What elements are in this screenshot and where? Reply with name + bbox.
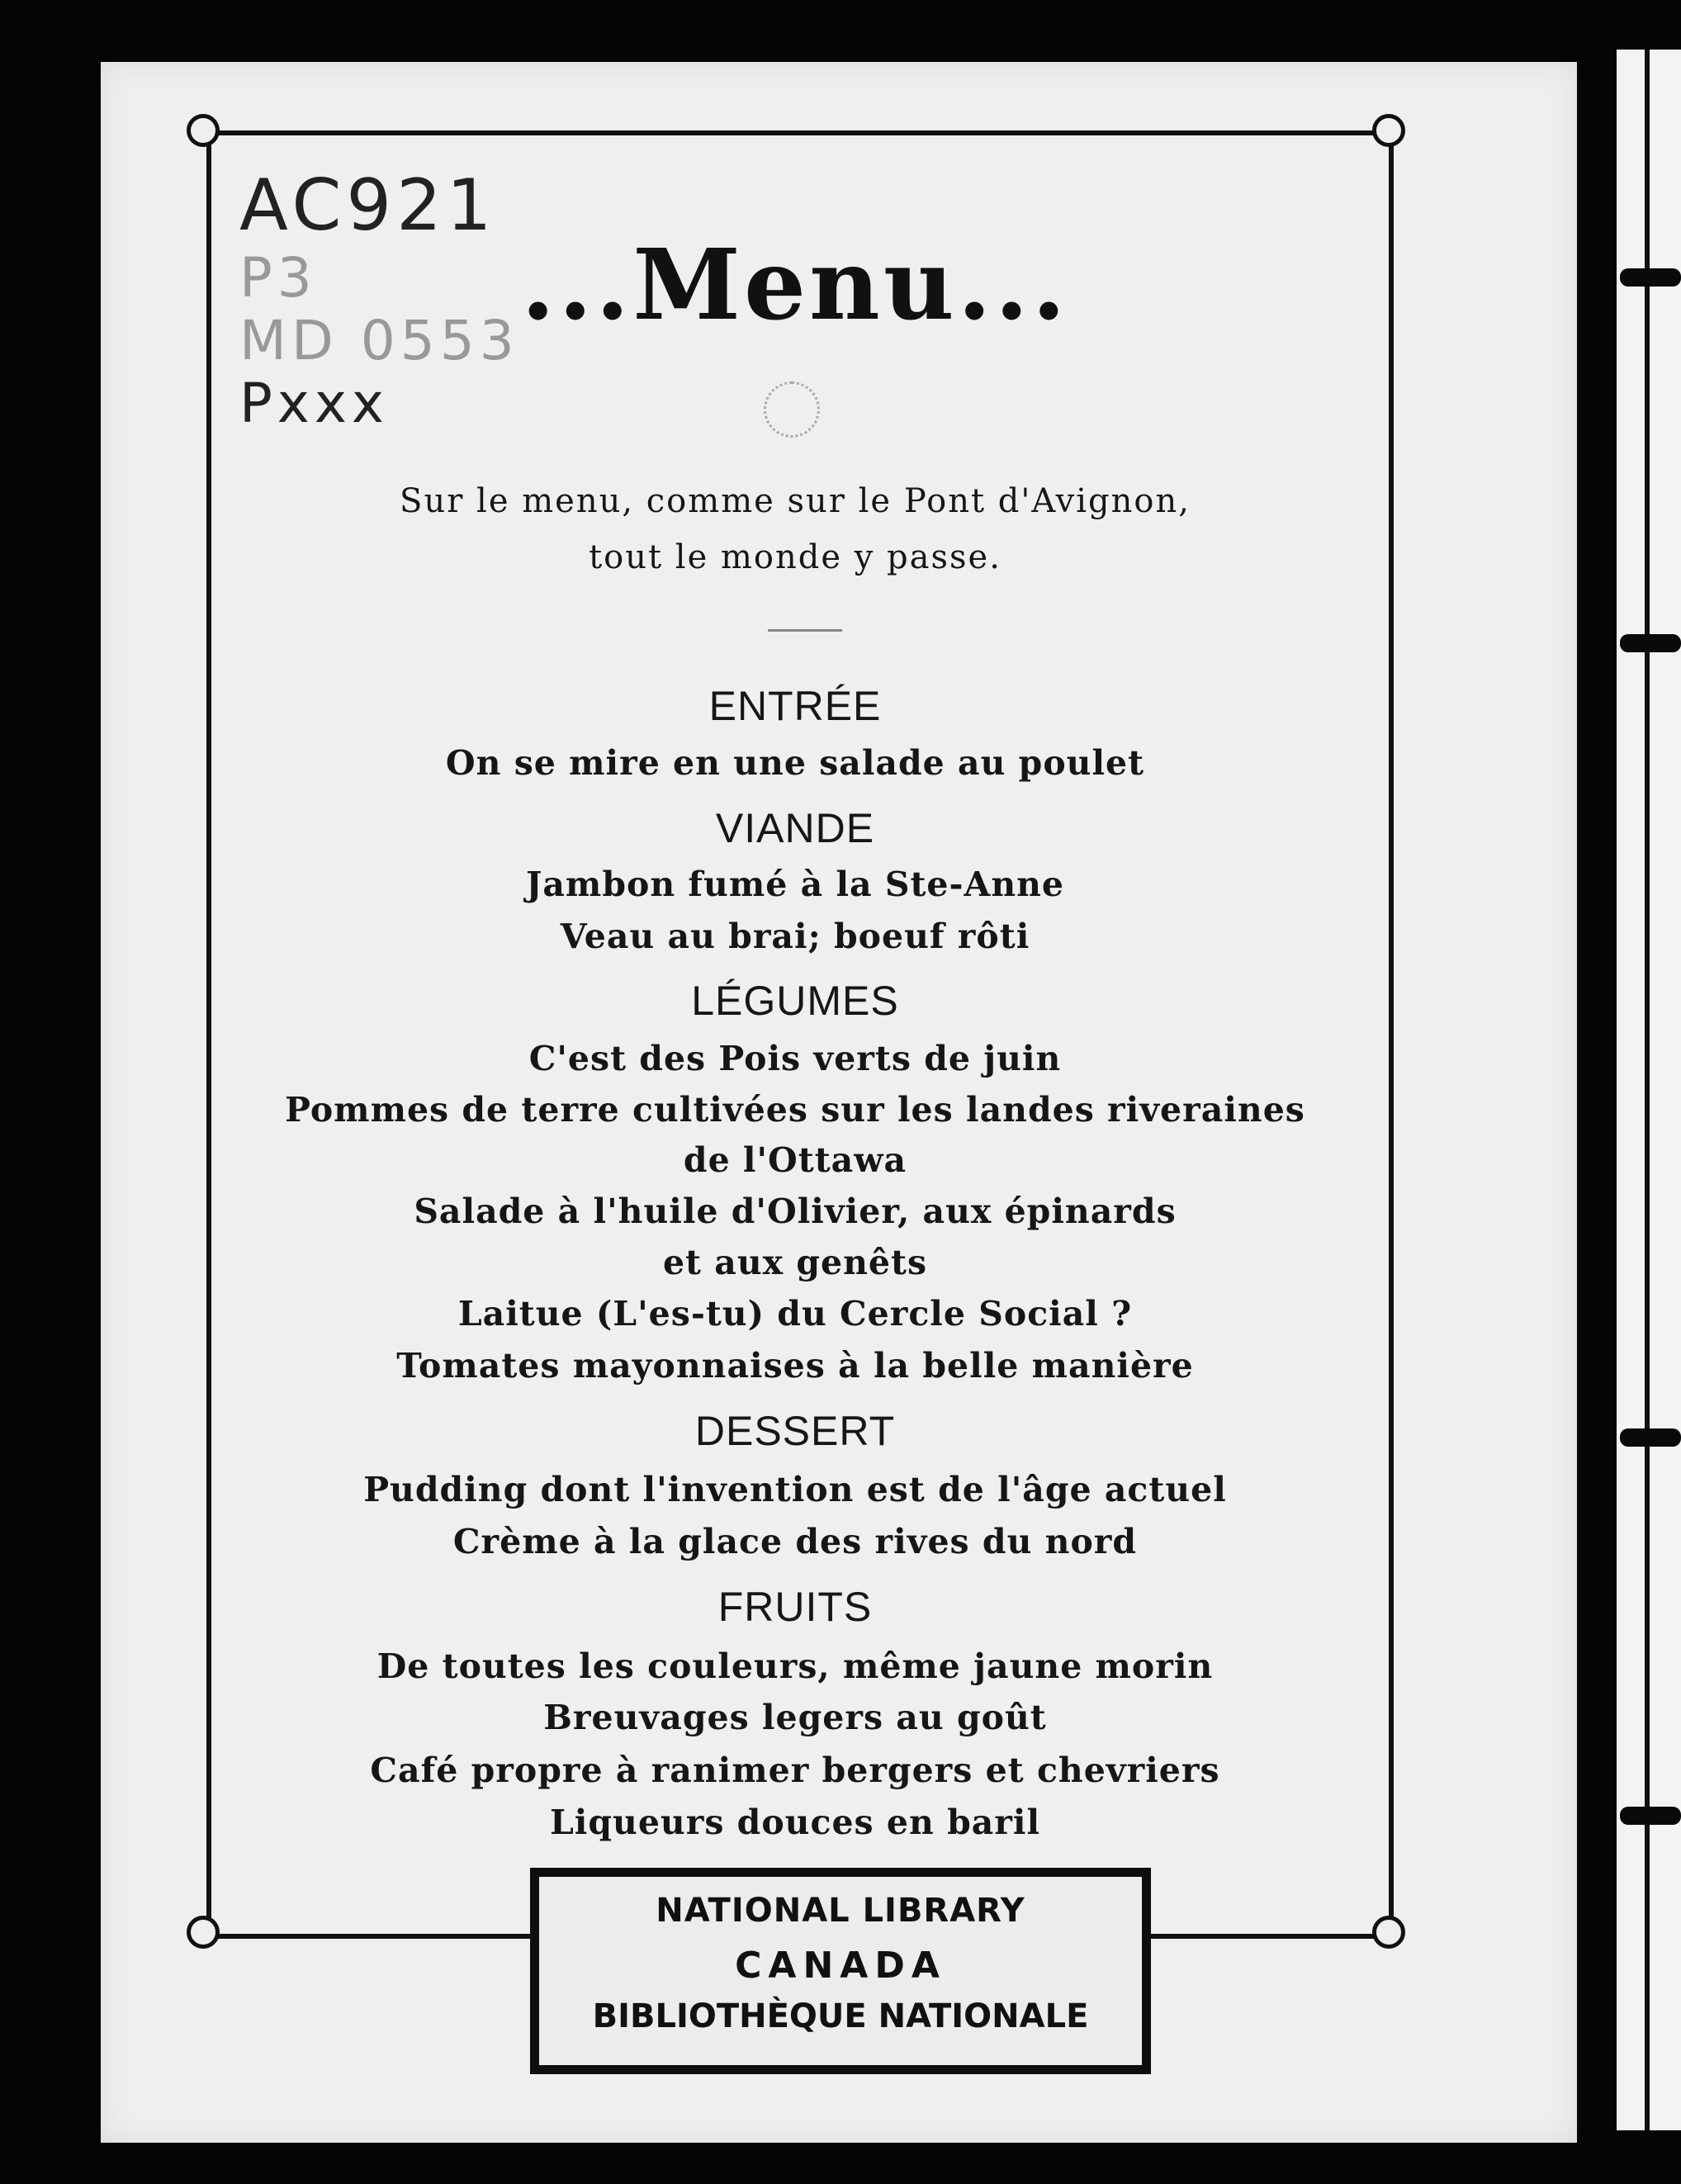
menu-item: Breuvages legers au goût [543, 1698, 1047, 1737]
section-heading-fruits: FRUITS [717, 1584, 873, 1630]
section-heading-dessert: DESSERT [694, 1408, 896, 1454]
corner-ornament [187, 114, 220, 147]
menu-item: Jambon fumé à la Ste-Anne [525, 865, 1065, 904]
menu-item: de l'Ottawa [683, 1140, 907, 1180]
note-line: MD 0553 [239, 308, 519, 372]
menu-item: Pudding dont l'invention est de l'âge actuel [363, 1470, 1227, 1509]
corner-ornament [1372, 1916, 1405, 1949]
stamp-line: BIBLIOTHÈQUE NATIONALE [592, 1997, 1089, 2035]
menu-item: Tomates mayonnaises à la belle manière [396, 1346, 1194, 1386]
menu-item: Pommes de terre cultivées sur les landes riveraines [285, 1090, 1305, 1130]
corner-ornament [187, 1916, 220, 1949]
section-heading-viande: VIANDE [715, 805, 875, 851]
menu-item: Salade à l'huile d'Olivier, aux épinards [414, 1191, 1177, 1231]
binding-clip [1620, 268, 1681, 287]
note-line: AC921 [239, 164, 497, 247]
library-stamp [530, 1868, 1151, 2074]
menu-item: Laitue (L'es-tu) du Cercle Social ? [457, 1294, 1133, 1334]
epigraph-line: tout le monde y passe. [589, 538, 1001, 576]
note-line: Pxxx [239, 371, 389, 435]
binding-clip [1620, 634, 1681, 652]
menu-title: ...Menu... [521, 227, 1069, 342]
stamp-line: NATIONAL LIBRARY [656, 1892, 1025, 1930]
note-line: P3 [239, 245, 317, 310]
menu-item: Crème à la glace des rives du nord [452, 1522, 1138, 1561]
decorative-ornament [764, 381, 820, 438]
stamp-line: CANADA [735, 1945, 946, 1987]
corner-ornament [1372, 114, 1405, 147]
menu-item: De toutes les couleurs, même jaune morin [376, 1646, 1214, 1686]
menu-item: Café propre à ranimer bergers et chevriers [370, 1751, 1220, 1790]
divider [768, 629, 842, 632]
binding-clip [1620, 1807, 1681, 1825]
menu-item: C'est des Pois verts de juin [528, 1039, 1062, 1078]
binding-clip [1620, 1428, 1681, 1447]
section-heading-entree: ENTRÉE [708, 683, 882, 729]
menu-item: et aux genêts [662, 1243, 928, 1282]
section-heading-legumes: LÉGUMES [691, 978, 899, 1024]
menu-item: Veau au brai; boeuf rôti [560, 917, 1030, 956]
menu-item: Liqueurs douces en baril [549, 1803, 1041, 1842]
menu-item: On se mire en une salade au poulet [445, 743, 1145, 783]
epigraph-line: Sur le menu, comme sur le Pont d'Avignon, [400, 482, 1191, 520]
